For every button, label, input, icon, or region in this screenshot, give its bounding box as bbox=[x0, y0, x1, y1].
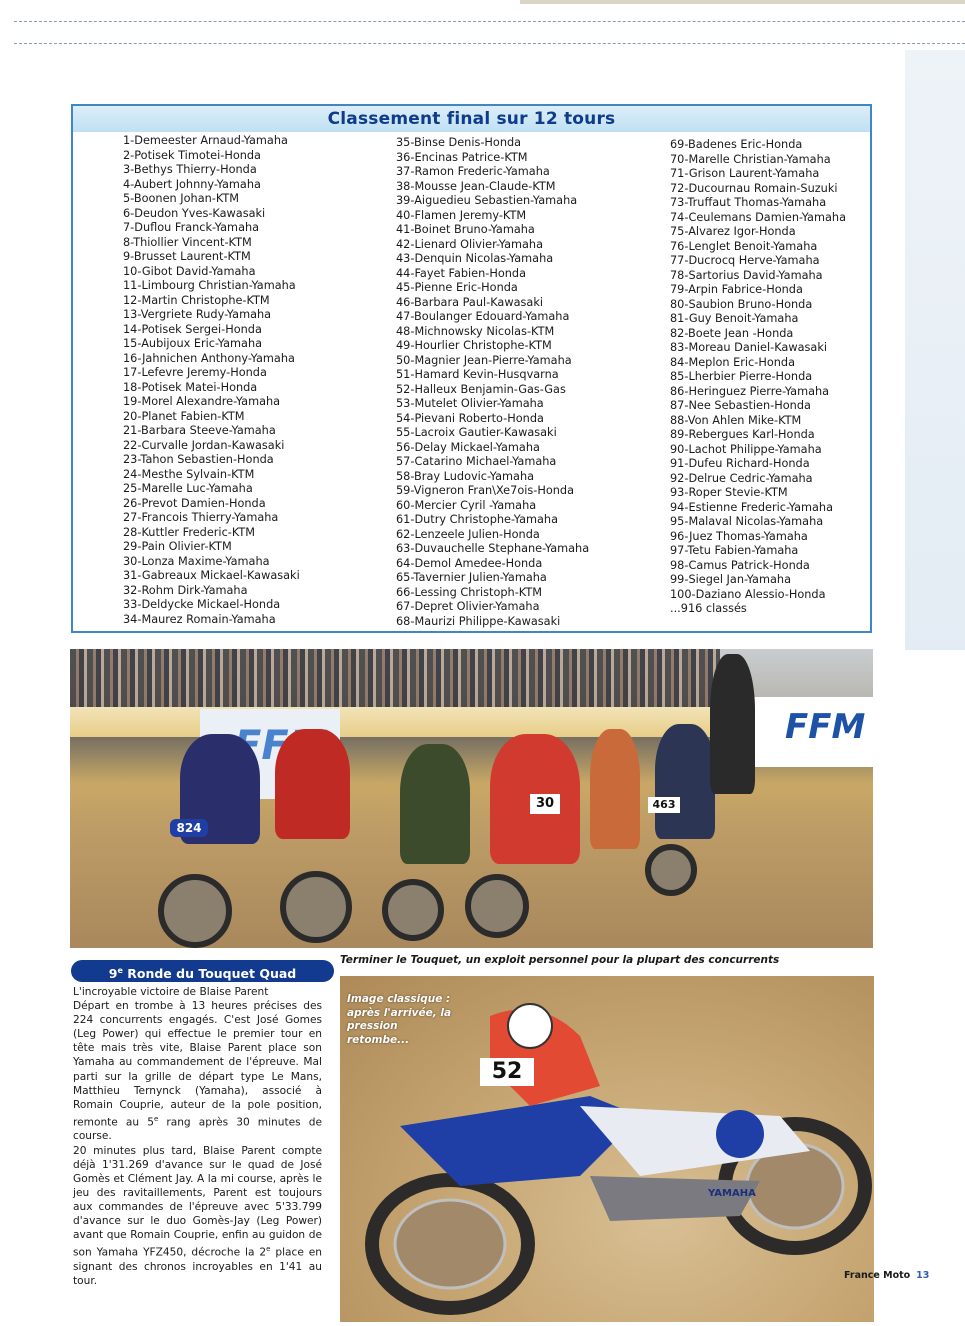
race-start-photo bbox=[70, 649, 873, 948]
result-row: 12-Martin Christophe-KTM bbox=[123, 293, 270, 307]
result-row: 83-Moreau Daniel-Kawasaki bbox=[670, 341, 827, 354]
result-row: 87-Nee Sebastien-Honda bbox=[670, 399, 811, 412]
rear-wheel-1 bbox=[280, 871, 352, 943]
front-wheel-1 bbox=[158, 874, 232, 948]
result-row: 23-Tahon Sebastien-Honda bbox=[123, 453, 274, 466]
paragraph-2-sup: e bbox=[266, 1245, 271, 1254]
result-row: 98-Camus Patrick-Honda bbox=[670, 558, 810, 572]
result-row: 62-Lenzeele Julien-Honda bbox=[396, 527, 540, 541]
result-row: 33-Deldycke Mickael-Honda bbox=[123, 598, 281, 611]
result-row: 81-Guy Benoit-Yamaha bbox=[670, 312, 799, 325]
paragraph-1-text: Départ en trombe à 13 heures précises des 224 concurrents engagés. C'est José Gomes (Leg Power) qui effectue le premier tour en tête mais très vite, Blaise Parent place son Yamaha au commandement de l'épreuve. Mal parti sur la grille de départ type Le Mans, Matthieu Ternynck (Yamaha), associé à Romain Couprie, auteur de la pole position, remonte au 5 bbox=[73, 1000, 322, 1129]
result-row: 9-Brusset Laurent-KTM bbox=[123, 250, 251, 263]
result-row: 39-Aiguedieu Sebastien-Yamaha bbox=[396, 194, 578, 207]
classement-box bbox=[71, 104, 872, 633]
result-row: 18-Potisek Matei-Honda bbox=[123, 380, 258, 394]
result-row: 97-Tetu Fabien-Yamaha bbox=[670, 544, 799, 557]
result-row: 95-Malaval Nicolas-Yamaha bbox=[670, 515, 824, 528]
result-row: 5-Boonen Johan-KTM bbox=[123, 192, 240, 205]
result-row: 17-Lefevre Jeremy-Honda bbox=[123, 366, 267, 379]
result-row: 72-Ducournau Romain-Suzuki bbox=[670, 181, 838, 195]
result-row: 94-Estienne Frederic-Yamaha bbox=[670, 500, 834, 514]
results-column-2 bbox=[396, 136, 589, 629]
result-row: 74-Ceulemans Damien-Yamaha bbox=[670, 210, 846, 224]
result-row: 53-Mutelet Olivier-Yamaha bbox=[396, 397, 544, 410]
result-row: ...916 classés bbox=[670, 602, 747, 615]
ffm-banner-right bbox=[738, 697, 873, 767]
result-row: 48-Michnowsky Nicolas-KTM bbox=[396, 324, 555, 338]
article-paragraph-1 bbox=[73, 999, 322, 1143]
result-row: 44-Fayet Fabien-Honda bbox=[396, 266, 527, 280]
result-row: 75-Alvarez Igor-Honda bbox=[670, 225, 796, 238]
result-row: 58-Bray Ludovic-Yamaha bbox=[396, 469, 535, 483]
article-body bbox=[73, 985, 322, 1288]
crowd bbox=[70, 649, 720, 711]
photo2-caption: Image classique : après l'arrivée, la pression retombe... bbox=[347, 993, 452, 1046]
result-row: 56-Delay Mickael-Yamaha bbox=[396, 440, 540, 454]
article-title bbox=[71, 960, 334, 982]
classement-header bbox=[73, 106, 870, 132]
rider-lying-photo bbox=[340, 976, 874, 1322]
dashed-rule-top bbox=[14, 21, 965, 22]
rider-helmet bbox=[508, 1004, 552, 1048]
result-row: 67-Depret Olivier-Yamaha bbox=[396, 600, 540, 613]
result-row: 6-Deudon Yves-Kawasaki bbox=[123, 206, 266, 220]
result-row: 82-Boete Jean -Honda bbox=[670, 326, 794, 340]
result-row: 91-Dufeu Richard-Honda bbox=[670, 457, 810, 470]
result-row: 38-Mousse Jean-Claude-KTM bbox=[396, 179, 556, 193]
result-row: 51-Hamard Kevin-Husqvarna bbox=[396, 368, 559, 381]
results-column-3 bbox=[670, 138, 846, 617]
result-row: 52-Halleux Benjamin-Gas-Gas bbox=[396, 382, 566, 396]
result-row: 89-Rebergues Karl-Honda bbox=[670, 428, 815, 441]
result-row: 64-Demol Amedee-Honda bbox=[396, 556, 543, 570]
title-ordinal-suffix: e bbox=[117, 966, 123, 975]
bike-number-plate-1: 824 bbox=[170, 819, 208, 837]
result-row: 13-Vergriete Rudy-Yamaha bbox=[123, 308, 272, 321]
result-row: 96-Juez Thomas-Yamaha bbox=[670, 529, 808, 543]
result-row: 69-Badenes Eric-Honda bbox=[670, 138, 803, 151]
result-row: 30-Lonza Maxime-Yamaha bbox=[123, 554, 270, 568]
result-row: 28-Kuttler Frederic-KTM bbox=[123, 525, 256, 539]
result-row: 40-Flamen Jeremy-KTM bbox=[396, 208, 527, 222]
result-row: 99-Siegel Jan-Yamaha bbox=[670, 573, 791, 586]
result-row: 63-Duvauchelle Stephane-Yamaha bbox=[396, 542, 590, 555]
side-decoration bbox=[905, 50, 965, 650]
paragraph-2-end: place en signant des chronos incroyables en 1'41 au tour. bbox=[73, 1246, 322, 1287]
paragraph-1-end: rang après 30 minutes de course. bbox=[73, 1116, 323, 1143]
result-row: 49-Hourlier Christophe-KTM bbox=[396, 339, 552, 352]
result-row: 61-Dutry Christophe-Yamaha bbox=[396, 513, 559, 526]
result-row: 15-Aubijoux Eric-Yamaha bbox=[123, 337, 263, 350]
result-row: 92-Delrue Cedric-Yamaha bbox=[670, 471, 813, 485]
result-row: 54-Pievani Roberto-Honda bbox=[396, 411, 544, 425]
magazine-name: France Moto bbox=[844, 1270, 911, 1281]
ffm-logo-right: FFM bbox=[785, 707, 866, 747]
article-lead: L'incroyable victoire de Blaise Parent bbox=[73, 986, 269, 998]
result-row: 88-Von Ahlen Mike-KTM bbox=[670, 413, 802, 427]
result-row: 2-Potisek Timotei-Honda bbox=[123, 148, 261, 162]
result-row: 27-Francois Thierry-Yamaha bbox=[123, 511, 279, 524]
result-row: 71-Grison Laurent-Yamaha bbox=[670, 167, 820, 180]
spectator-red-jacket bbox=[275, 729, 350, 839]
result-row: 26-Prevot Damien-Honda bbox=[123, 496, 266, 510]
result-row: 35-Binse Denis-Honda bbox=[396, 136, 522, 149]
result-row: 76-Lenglet Benoit-Yamaha bbox=[670, 239, 818, 253]
result-row: 31-Gabreaux Mickael-Kawasaki bbox=[123, 569, 300, 582]
side-number-plate bbox=[716, 1110, 764, 1158]
yamaha-brand-text: YAMAHA bbox=[708, 1188, 756, 1199]
result-row: 37-Ramon Frederic-Yamaha bbox=[396, 165, 550, 178]
result-row: 86-Heringuez Pierre-Yamaha bbox=[670, 384, 830, 398]
front-wheel-2 bbox=[382, 879, 444, 941]
result-row: 46-Barbara Paul-Kawasaki bbox=[396, 295, 544, 309]
bike-number-plate-3: 463 bbox=[648, 797, 680, 813]
result-row: 8-Thiollier Vincent-KTM bbox=[123, 235, 252, 249]
front-wheel-3 bbox=[465, 874, 529, 938]
result-row: 47-Boulanger Edouard-Yamaha bbox=[396, 310, 570, 323]
result-row: 21-Barbara Steeve-Yamaha bbox=[123, 424, 276, 437]
official-standing bbox=[710, 654, 755, 794]
paragraph-1-sup: e bbox=[153, 1114, 159, 1123]
result-row: 68-Maurizi Philippe-Kawasaki bbox=[396, 614, 561, 628]
result-row: 59-Vigneron Fran\Xe7ois-Honda bbox=[396, 484, 574, 497]
result-row: 45-Pienne Eric-Honda bbox=[396, 281, 518, 294]
bike-number-plate-2: 30 bbox=[530, 794, 560, 814]
result-row: 3-Bethys Thierry-Honda bbox=[123, 163, 257, 176]
result-row: 42-Lienard Olivier-Yamaha bbox=[396, 237, 544, 251]
photo1-caption: Terminer le Touquet, un exploit personnel pour la plupart des concurrents bbox=[340, 954, 780, 966]
result-row: 32-Rohm Dirk-Yamaha bbox=[123, 583, 248, 597]
result-row: 93-Roper Stevie-KTM bbox=[670, 486, 788, 499]
result-row: 20-Planet Fabien-KTM bbox=[123, 409, 245, 423]
result-row: 57-Catarino Michael-Yamaha bbox=[396, 455, 557, 468]
result-row: 78-Sartorius David-Yamaha bbox=[670, 268, 823, 282]
result-row: 85-Lherbier Pierre-Honda bbox=[670, 370, 813, 383]
result-row: 29-Pain Olivier-KTM bbox=[123, 540, 232, 553]
page-folio bbox=[844, 1270, 929, 1281]
front-wheel-5 bbox=[645, 844, 697, 896]
rider-2 bbox=[400, 744, 470, 864]
result-row: 55-Lacroix Gautier-Kawasaki bbox=[396, 426, 557, 439]
result-row: 80-Saubion Bruno-Honda bbox=[670, 297, 813, 311]
result-row: 60-Mercier Cyril -Yamaha bbox=[396, 498, 537, 512]
result-row: 79-Arpin Fabrice-Honda bbox=[670, 283, 803, 296]
result-row: 19-Morel Alexandre-Yamaha bbox=[123, 395, 281, 408]
grandstand-wall bbox=[70, 707, 730, 737]
classement-title: Classement final sur 12 tours bbox=[327, 109, 616, 129]
result-row: 14-Potisek Sergei-Honda bbox=[123, 322, 262, 336]
title-ordinal: 9 bbox=[108, 966, 118, 982]
result-row: 73-Truffaut Thomas-Yamaha bbox=[670, 196, 827, 209]
page-number: 13 bbox=[916, 1270, 930, 1281]
result-row: 24-Mesthe Sylvain-KTM bbox=[123, 467, 255, 481]
result-row: 25-Marelle Luc-Yamaha bbox=[123, 482, 253, 495]
result-row: 16-Jahnichen Anthony-Yamaha bbox=[123, 351, 295, 365]
result-row: 77-Ducrocq Herve-Yamaha bbox=[670, 254, 820, 267]
results-column-1 bbox=[123, 134, 300, 627]
result-row: 36-Encinas Patrice-KTM bbox=[396, 150, 528, 164]
result-row: 4-Aubert Johnny-Yamaha bbox=[123, 177, 261, 191]
result-row: 100-Daziano Alessio-Honda bbox=[670, 587, 826, 601]
rider-5 bbox=[655, 724, 715, 839]
title-text: Ronde du Touquet Quad bbox=[122, 966, 297, 982]
rider-4 bbox=[590, 729, 640, 849]
result-row: 65-Tavernier Julien-Yamaha bbox=[396, 571, 547, 584]
result-row: 50-Magnier Jean-Pierre-Yamaha bbox=[396, 353, 572, 367]
result-row: 34-Maurez Romain-Yamaha bbox=[123, 612, 276, 626]
paragraph-2-text: 20 minutes plus tard, Blaise Parent compte déjà 1'31.269 d'avance sur le quad de José Gomès et Clément Jay. A la mi course, après le jeu des ravitaillements, Parent est toujours aux commandes de l'épreuve avec 5'33.799 d'avance sur le duo Gomès-Jay (Leg Power) avant que Romain Couprie, enfin au guidon de son Yamaha YFZ450, décroche la 2 bbox=[73, 1144, 322, 1259]
result-row: 1-Demeester Arnaud-Yamaha bbox=[123, 134, 288, 147]
result-row: 66-Lessing Christoph-KTM bbox=[396, 585, 542, 599]
result-row: 10-Gibot David-Yamaha bbox=[123, 264, 256, 278]
result-row: 22-Curvalle Jordan-Kawasaki bbox=[123, 438, 285, 452]
top-color-bar bbox=[520, 0, 965, 4]
result-row: 41-Boinet Bruno-Yamaha bbox=[396, 223, 535, 236]
dashed-rule-second bbox=[14, 43, 965, 44]
result-row: 11-Limbourg Christian-Yamaha bbox=[123, 279, 296, 292]
result-row: 7-Duflou Franck-Yamaha bbox=[123, 221, 260, 234]
result-row: 90-Lachot Philippe-Yamaha bbox=[670, 442, 822, 456]
result-row: 70-Marelle Christian-Yamaha bbox=[670, 152, 831, 166]
result-row: 84-Meplon Eric-Honda bbox=[670, 355, 795, 369]
article-paragraph-2 bbox=[73, 1144, 322, 1288]
front-number-plate: 52 bbox=[480, 1058, 534, 1086]
result-row: 43-Denquin Nicolas-Yamaha bbox=[396, 252, 554, 265]
front-rim bbox=[395, 1200, 505, 1288]
